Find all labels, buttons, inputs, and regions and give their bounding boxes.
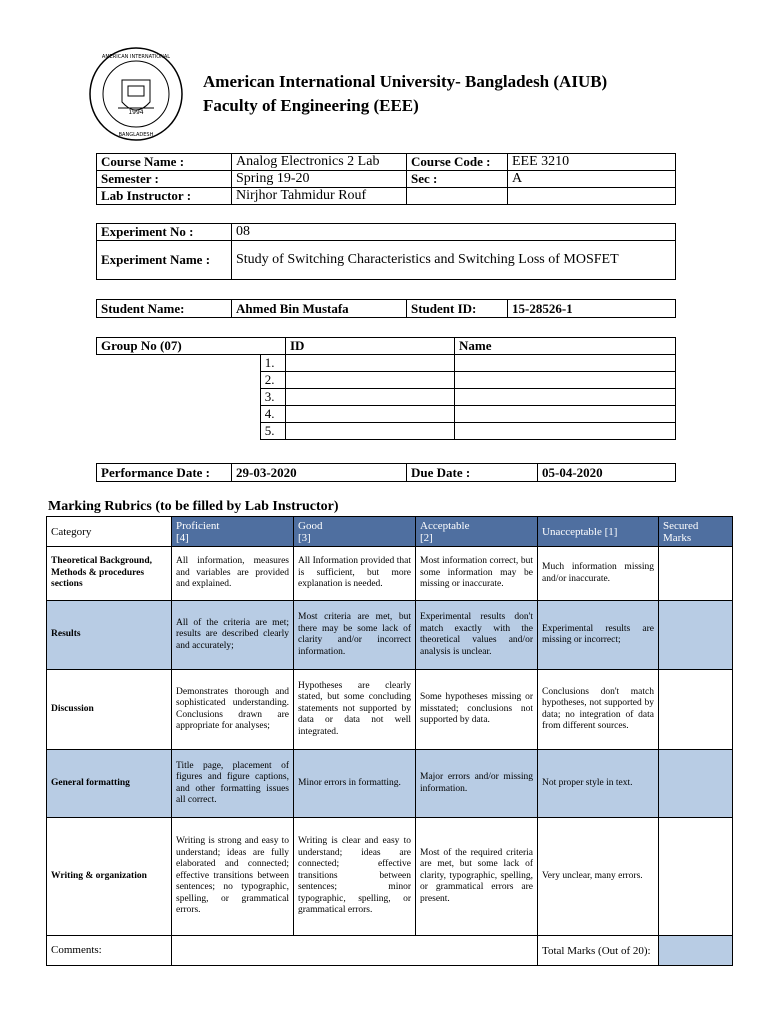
semester-value: Spring 19-20	[232, 171, 407, 188]
rubric-category: General formatting	[47, 750, 172, 818]
rubric-unacceptable: Much information missing and/or inaccurate.	[538, 547, 659, 601]
name-header: Name	[455, 338, 676, 355]
experiment-no-value: 08	[232, 224, 676, 241]
rubric-proficient: All of the criteria are met; results are described clearly and accurately;	[172, 601, 294, 670]
group-row-number: 3.	[260, 389, 285, 406]
semester-label: Semester :	[97, 171, 232, 188]
rubric-good: Hypotheses are clearly stated, but some concluding statements not supported by data or data not well integrated.	[294, 670, 416, 750]
group-table	[96, 337, 676, 440]
sec-label: Sec :	[407, 171, 508, 188]
student-name-value: Ahmed Bin Mustafa	[232, 300, 407, 318]
rubric-proficient: Writing is strong and easy to understand; ideas are fully elaborated and connected; effective transitions between sentences; no typographic, spelling, or grammatical errors.	[172, 818, 294, 936]
group-row	[97, 372, 676, 389]
group-row	[97, 355, 676, 372]
comments-label: Comments:	[47, 936, 172, 966]
header-good: Good [3]	[294, 517, 416, 547]
rubric-row-theory	[47, 547, 733, 601]
secured-marks-cell	[659, 818, 733, 936]
performance-date-value: 29-03-2020	[232, 464, 407, 482]
course-code-label: Course Code :	[407, 154, 508, 171]
total-marks-cell	[659, 936, 733, 966]
group-row	[97, 423, 676, 440]
group-row-number: 5.	[260, 423, 285, 440]
rubric-acceptable: Major errors and/or missing information.	[416, 750, 538, 818]
svg-text:1994: 1994	[128, 109, 144, 116]
rubric-good: Writing is clear and easy to understand; ideas are connected; effective transitions between sentences; minor typographic, spelling, or grammatical errors.	[294, 818, 416, 936]
rubric-unacceptable: Conclusions don't match hypotheses, not supported by data; no integration of data from different sources.	[538, 670, 659, 750]
rubric-unacceptable: Not proper style in text.	[538, 750, 659, 818]
group-label: Group No (07)	[97, 338, 286, 355]
rubric-good: All Information provided that is sufficient, but more explanation is needed.	[294, 547, 416, 601]
rubric-row-results	[47, 601, 733, 670]
course-name-value: Analog Electronics 2 Lab	[232, 154, 407, 171]
experiment-no-label: Experiment No :	[97, 224, 232, 241]
rubric-acceptable: Experimental results don't match exactly with the theoretical values and/or analysis is unclear.	[416, 601, 538, 670]
rubric-unacceptable: Experimental results are missing or incorrect;	[538, 601, 659, 670]
rubric-proficient: Title page, placement of figures and figure captions, and other formatting issues all correct.	[172, 750, 294, 818]
id-header: ID	[286, 338, 455, 355]
empty-cell	[407, 188, 508, 205]
course-info-table	[96, 153, 676, 205]
due-date-value: 05-04-2020	[538, 464, 676, 482]
performance-date-label: Performance Date :	[97, 464, 232, 482]
course-name-label: Course Name :	[97, 154, 232, 171]
total-marks-label: Total Marks (Out of 20):	[538, 936, 659, 966]
rubrics-title: Marking Rubrics (to be filled by Lab Instructor)	[48, 499, 339, 514]
group-row-number: 2.	[260, 372, 285, 389]
instructor-value: Nirjhor Tahmidur Rouf	[232, 188, 407, 205]
rubric-row-formatting	[47, 750, 733, 818]
rubric-category: Theoretical Background, Methods & procedures sections	[47, 547, 172, 601]
due-date-label: Due Date :	[407, 464, 538, 482]
header-category: Category	[47, 517, 172, 547]
faculty-name: Faculty of Engineering (EEE)	[203, 96, 419, 115]
university-seal-logo	[88, 46, 184, 142]
group-row	[97, 389, 676, 406]
rubric-category: Results	[47, 601, 172, 670]
svg-text:BANGLADESH: BANGLADESH	[118, 132, 154, 138]
university-name: American International University- Bangladesh (AIUB)	[203, 72, 608, 91]
comments-field[interactable]	[172, 936, 538, 966]
rubric-acceptable: Most information correct, but some information may be missing or inaccurate.	[416, 547, 538, 601]
header-secured-marks: Secured Marks	[659, 517, 733, 547]
student-id-value: 15-28526-1	[508, 300, 676, 318]
group-row	[97, 406, 676, 423]
rubric-good: Most criteria are met, but there may be some lack of clarity and/or incorrect information.	[294, 601, 416, 670]
course-code-value: EEE 3210	[508, 154, 676, 171]
svg-text:AMERICAN INTERNATIONAL: AMERICAN INTERNATIONAL	[101, 54, 171, 60]
secured-marks-cell	[659, 601, 733, 670]
sec-value: A	[508, 171, 676, 188]
secured-marks-cell	[659, 750, 733, 818]
secured-marks-cell	[659, 547, 733, 601]
secured-marks-cell	[659, 670, 733, 750]
student-name-label: Student Name:	[97, 300, 232, 318]
rubric-footer-row	[47, 936, 733, 966]
header-acceptable: Acceptable [2]	[416, 517, 538, 547]
rubric-category: Discussion	[47, 670, 172, 750]
rubric-category: Writing & organization	[47, 818, 172, 936]
rubric-acceptable: Some hypotheses missing or misstated; conclusions not supported by data.	[416, 670, 538, 750]
dates-table	[96, 463, 676, 482]
student-table	[96, 299, 676, 318]
document-title	[203, 70, 607, 118]
group-row-number: 4.	[260, 406, 285, 423]
header-proficient: Proficient [4]	[172, 517, 294, 547]
rubric-unacceptable: Very unclear, many errors.	[538, 818, 659, 936]
instructor-label: Lab Instructor :	[97, 188, 232, 205]
experiment-table	[96, 223, 676, 280]
rubric-row-discussion	[47, 670, 733, 750]
rubric-acceptable: Most of the required criteria are met, but some lack of clarity, typographic, spelling, or grammatical errors are present.	[416, 818, 538, 936]
empty-cell	[508, 188, 676, 205]
rubrics-table	[46, 516, 733, 966]
rubric-proficient: All information, measures and variables are provided and explained.	[172, 547, 294, 601]
rubric-proficient: Demonstrates thorough and sophisticated understanding. Conclusions drawn are appropriate for analyses;	[172, 670, 294, 750]
experiment-name-value: Study of Switching Characteristics and Switching Loss of MOSFET	[232, 241, 676, 280]
group-row-number: 1.	[260, 355, 285, 372]
experiment-name-label: Experiment Name :	[97, 241, 232, 280]
rubric-good: Minor errors in formatting.	[294, 750, 416, 818]
student-id-label: Student ID:	[407, 300, 508, 318]
rubric-row-writing	[47, 818, 733, 936]
header-unacceptable: Unacceptable [1]	[538, 517, 659, 547]
